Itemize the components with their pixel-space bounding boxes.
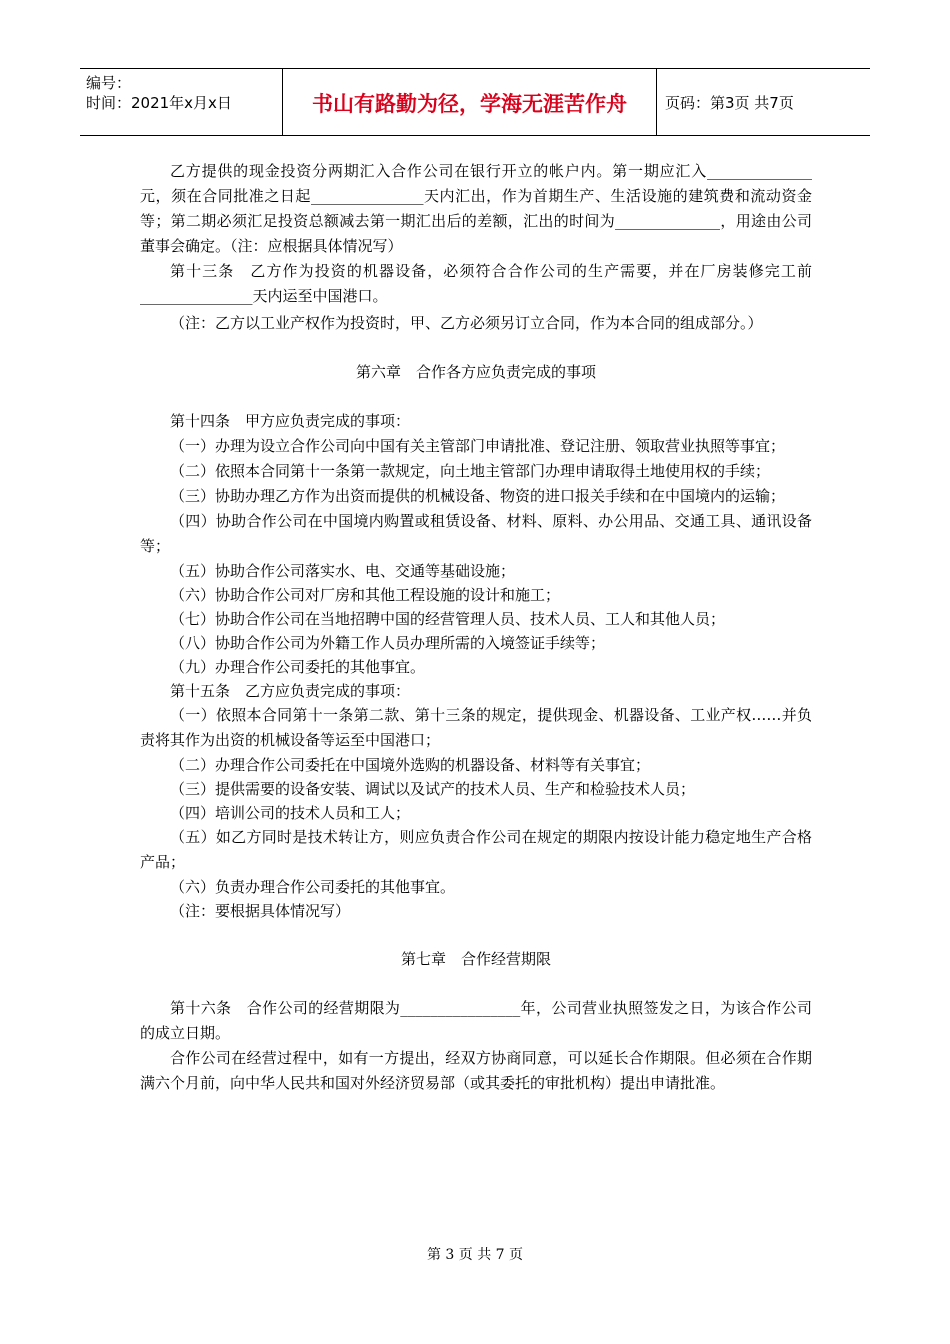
article-15-item: （五）如乙方同时是技术转让方，则应负责合作公司在规定的期限内按设计能力稳定地生产合格产品； [140, 828, 812, 871]
article-15-note: （注：要根据具体情况写） [170, 902, 351, 920]
chapter-6-title: 第六章 合作各方应负责完成的事项 [355, 363, 596, 381]
article-14: 第十四条 甲方应负责完成的事项： [170, 412, 411, 430]
header-page-number: 页码：第3页 共7页 [665, 93, 794, 112]
document-number-label: 编号： [86, 74, 132, 92]
article-14-item: （五）协助合作公司落实水、电、交通等基础设施； [170, 562, 516, 580]
article-14-item: （二）依照本合同第十一条第一款规定，向土地主管部门办理申请取得土地使用权的手续； [170, 462, 771, 480]
page-header [80, 68, 870, 136]
header-motto: 书山有路勤为径，学海无涯苦作舟 [283, 69, 657, 135]
article-15-item: （四）培训公司的技术人员和工人； [170, 804, 411, 822]
article-15-item: （三）提供需要的设备安装、调试以及试产的技术人员、生产和检验技术人员； [170, 780, 696, 798]
article-14-item: （六）协助合作公司对厂房和其他工程设施的设计和施工； [170, 586, 561, 604]
article-13: 第十三条 乙方作为投资的机器设备，必须符合合作公司的生产需要，并在厂房装修完工前_______________天内运至中国港口。 [140, 262, 812, 305]
header-meta [80, 69, 283, 135]
article-14-item: （四）协助合作公司在中国境内购置或租赁设备、材料、原料、办公用品、交通工具、通讯设备等； [140, 512, 812, 555]
article-15-item: （六）负责办理合作公司委托的其他事宜。 [170, 878, 456, 896]
article-16: 第十六条 合作公司的经营期限为________________年，公司营业执照签发之日，为该合作公司的成立日期。 [140, 999, 812, 1042]
article-14-item: （七）协助合作公司在当地招聘中国的经营管理人员、技术人员、工人和其他人员； [170, 610, 726, 628]
extension-paragraph: 合作公司在经营过程中，如有一方提出，经双方协商同意，可以延长合作期限。但必须在合作期满六个月前，向中华人民共和国对外经济贸易部（或其委托的审批机构）提出申请批准。 [140, 1049, 812, 1092]
note-industrial-property: （注：乙方以工业产权作为投资时，甲、乙方必须另订立合同，作为本合同的组成部分。） [170, 314, 763, 332]
article-14-item: （九）办理合作公司委托的其他事宜。 [170, 658, 426, 676]
investment-paragraph: 乙方提供的现金投资分两期汇入合作公司在银行开立的帐户内。第一期应汇入______________元，须在合同批准之日起_______________天内汇出，作为首期生产、生活设施的建筑费和流动资金等；第二期必须汇足投资总额减去第一期汇出后的差额，汇出的时间为______________，用途由公司董事会确定。（注：应根据具体情况写） [140, 162, 812, 255]
article-14-item: （三）协助办理乙方作为出资而提供的机械设备、物资的进口报关手续和在中国境内的运输； [170, 487, 786, 505]
page-footer: 第 3 页 共 7 页 [426, 1247, 524, 1263]
article-15: 第十五条 乙方应负责完成的事项： [170, 682, 411, 700]
document-body [140, 159, 812, 1096]
article-15-item: （二）办理合作公司委托在中国境外选购的机器设备、材料等有关事宜； [170, 756, 651, 774]
article-15-item: （一）依照本合同第十一条第二款、第十三条的规定，提供现金、机器设备、工业产权……并负责将其作为出资的机械设备等运至中国港口； [140, 706, 812, 749]
chapter-7-title: 第七章 合作经营期限 [400, 950, 551, 968]
article-14-item: （八）协助合作公司为外籍工作人员办理所需的入境签证手续等； [170, 634, 606, 652]
article-14-item: （一）办理为设立合作公司向中国有关主管部门申请批准、登记注册、领取营业执照等事宜； [170, 437, 786, 455]
document-date-label: 时间：2021年x月x日 [86, 94, 232, 112]
